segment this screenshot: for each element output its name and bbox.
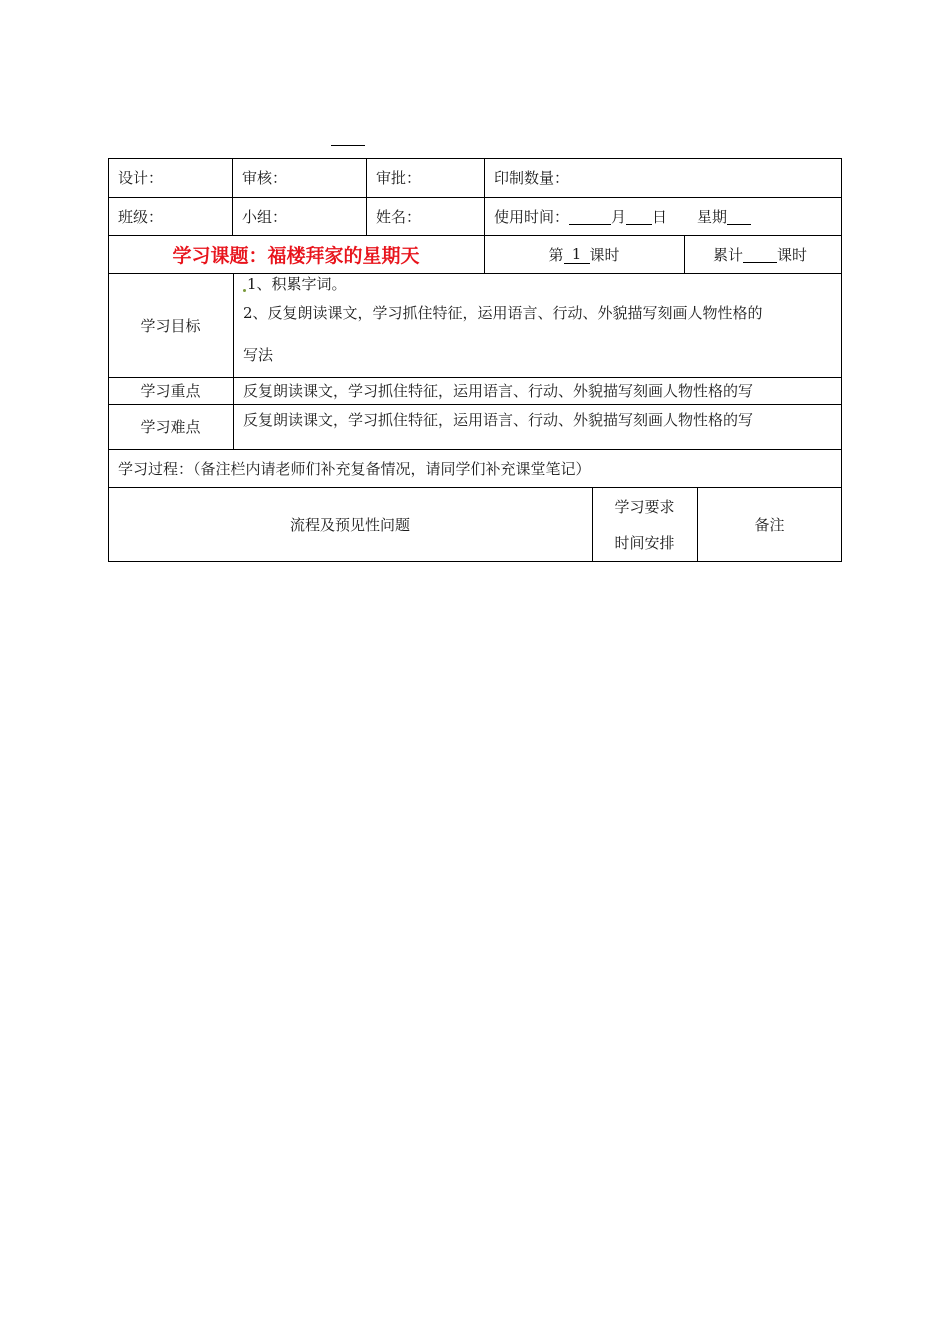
requirements-line-1: 学习要求: [614, 497, 675, 516]
focus-text: 反复朗读课文，学习抓住特征，运用语言、行动、外貌描写刻画人物性格的写: [243, 382, 754, 400]
flow-header: 流程及预见性问题: [289, 516, 410, 534]
lesson-title: [108, 235, 484, 273]
lesson-prefix: 第: [548, 245, 564, 264]
month-blank: [569, 208, 611, 225]
goal-item-2-continued: 写法: [243, 346, 274, 364]
lesson-number: 1: [564, 245, 590, 264]
lesson-period: [484, 235, 684, 273]
name-label: 姓名：: [376, 207, 422, 226]
month-label: 月: [611, 207, 627, 226]
total-periods: [684, 235, 842, 273]
use-time-field: [484, 197, 842, 235]
weekday-label: 星期: [697, 207, 728, 226]
notes-header: 备注: [754, 516, 785, 534]
total-prefix: 累计: [713, 245, 744, 264]
requirements-line-2: 时间安排: [614, 533, 675, 552]
approve-label: 审批：: [376, 169, 422, 187]
lesson-title-text: 学习课题：福楼拜家的星期天: [172, 244, 420, 267]
goals-label: 学习目标: [140, 316, 201, 335]
goal-item-1: 1、积累字词。: [243, 273, 347, 294]
design-label: 设计：: [118, 169, 164, 187]
difficulty-text: 反复朗读课文，学习抓住特征，运用语言、行动、外貌描写刻画人物性格的写: [243, 410, 754, 429]
lesson-suffix: 课时: [589, 245, 620, 264]
total-blank: [743, 246, 777, 263]
lesson-plan-table: [108, 158, 842, 562]
process-note: 学习过程：（备注栏内请老师们补充复备情况，请同学们补充课堂笔记）: [118, 459, 591, 478]
requirements-header: [592, 487, 697, 562]
print-qty-label: 印制数量：: [494, 169, 570, 187]
group-label: 小组：: [242, 207, 288, 226]
use-time-label: 使用时间：: [494, 207, 570, 226]
focus-label: 学习重点: [140, 382, 201, 400]
day-label: 日: [652, 207, 668, 226]
review-label: 审核：: [242, 169, 288, 187]
header-rule: [331, 145, 365, 146]
difficulty-label: 学习难点: [140, 418, 201, 436]
day-blank: [626, 208, 652, 225]
weekday-blank: [727, 208, 751, 225]
class-label: 班级：: [118, 207, 164, 226]
total-suffix: 课时: [777, 245, 808, 264]
goal-item-2: 2、反复朗读课文，学习抓住特征，运用语言、行动、外貌描写刻画人物性格的: [243, 304, 763, 322]
